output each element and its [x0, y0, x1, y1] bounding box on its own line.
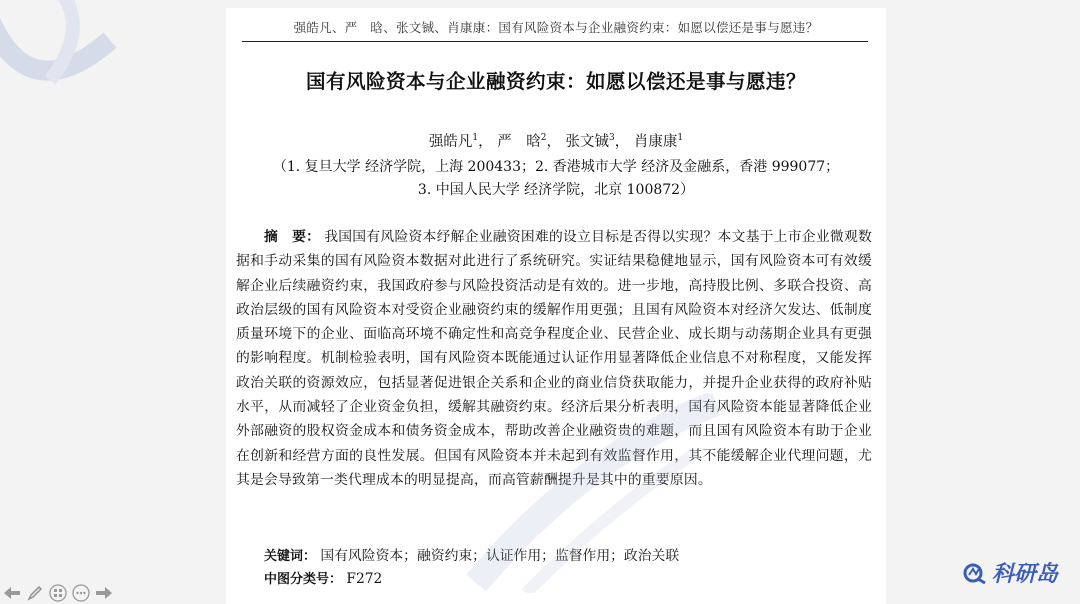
- clc-number: [264, 568, 382, 587]
- author-name: 强皓凡: [428, 134, 473, 150]
- affiliation-line-1: （1. 复旦大学 经济学院，上海 200433；2. 香港城市大学 经济及金融系，香港 999077；: [272, 159, 840, 175]
- next-arrow-icon[interactable]: [94, 584, 114, 602]
- brand-logo: [962, 557, 1058, 588]
- author-name: 肖康康: [633, 134, 678, 150]
- clc-label: 中图分类号：: [264, 572, 343, 587]
- author-affil-sup: 3: [609, 133, 615, 144]
- pen-icon[interactable]: [25, 584, 45, 602]
- grid-icon[interactable]: [48, 584, 68, 602]
- abstract-label: 摘 要：: [264, 229, 321, 245]
- author-name: 张文铖: [565, 134, 610, 150]
- author-affil-sup: 1: [677, 133, 684, 144]
- prev-arrow-icon[interactable]: [2, 584, 22, 602]
- abstract-text: 我国国有风险资本纾解企业融资困难的设立目标是否得以实现？本文基于上市企业微观数据和手动采集的国有风险资本数据对此进行了系统研究。实证结果稳健地显示，国有风险资本可有效缓解企业后续融资约束，我国政府参与风险投资活动是有效的。进一步地，高持股比例、多联合投资、高政治层级的国有风险资本对受资企业融资约束的缓解作用更强；且国有风险资本对经济欠发达、低制度质量环境下的企业、面临高环境不确定性和高竞争程度企业、民营企业、成长期与动荡期企业具有更强的影响程度。机制检验表明，国有风险资本既能通过认证作用显著降低企业信息不对称程度，又能发挥政治关联的资源效应，包括显著促进银企关系和企业的商业信贷获取能力，并提升企业获得的政府补贴水平，从而减轻了企业资金负担，缓解其融资约束。经济后果分析表明，国有风险资本能显著降低企业外部融资的股权资金成本和债务资金成本，帮助改善企业融资贵的难题，而且国有风险资本有助于企业在创新和经营方面的良性发展。但国有风险资本并未起到有效监督作用，其不能缓解企业代理问题，尤其是会导致第一类代理成本的明显提高，而高管薪酬提升是其中的重要原因。: [236, 229, 872, 488]
- paper-title: 国有风险资本与企业融资约束：如愿以偿还是事与愿违？: [305, 70, 806, 93]
- author-affil-sup: 1: [472, 133, 479, 144]
- author-separator: ，: [546, 134, 561, 150]
- slideshow-toolbar: [2, 584, 114, 602]
- document-page: [226, 8, 886, 604]
- keywords-text: 国有风险资本；融资约束；认证作用；监督作用；政治关联: [320, 548, 680, 564]
- keywords: [264, 544, 679, 564]
- brand-name: 科研岛: [991, 562, 1058, 587]
- background-logo-icon: [0, 0, 160, 110]
- author-separator: ，: [614, 134, 630, 150]
- affiliation-line-2: 3. 中国人民大学 经济学院，北京 100872）: [417, 182, 695, 198]
- author-name: 严 晗: [497, 134, 541, 150]
- brand-mark-icon: [962, 561, 988, 585]
- more-icon[interactable]: [71, 584, 91, 602]
- keywords-label: 关键词：: [264, 549, 317, 564]
- author-affil-sup: 2: [540, 133, 547, 144]
- abstract: [236, 225, 872, 492]
- author-list: [226, 130, 886, 151]
- header-rule: [242, 41, 868, 42]
- author-separator: ，: [478, 134, 493, 150]
- running-head: 强皓凡、严 晗、张文铖、肖康康：国有风险资本与企业融资约束：如愿以偿还是事与愿违？: [293, 20, 819, 35]
- clc-text: F272: [346, 571, 383, 587]
